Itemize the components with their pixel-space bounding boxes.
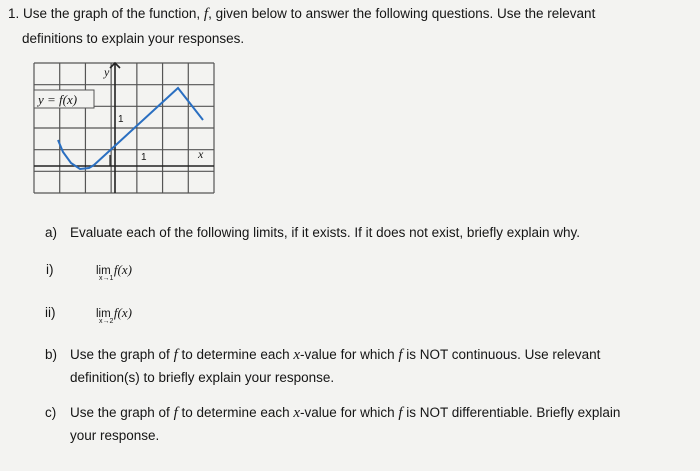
part-a-i-label: i) <box>46 262 54 277</box>
part-b-label: b) <box>45 347 58 362</box>
question-text-part: Use the graph of the function, <box>23 6 201 21</box>
part-b-line-2: definition(s) to briefly explain your response. <box>70 370 335 385</box>
text-part: -value for which <box>300 405 395 420</box>
curve-left-branch <box>58 140 94 169</box>
limit-function: f(x) <box>113 262 132 277</box>
question-text-part: , given below to answer the following questions. Use the relevant <box>208 6 596 21</box>
x-axis-label: x <box>198 147 204 161</box>
part-c-label: c) <box>45 405 57 420</box>
curve-right-branch <box>94 88 203 165</box>
function-symbol: f <box>173 347 178 363</box>
variable-x: x <box>293 347 301 363</box>
text-part: to determine each <box>181 405 290 420</box>
part-b-line-1 <box>70 347 600 364</box>
part-a-label: a) <box>45 225 58 240</box>
function-label: y = f(x) <box>38 92 78 107</box>
question-number: 1. <box>8 6 20 21</box>
function-symbol: f <box>173 405 178 421</box>
question-line-2: definitions to explain your responses. <box>22 31 245 46</box>
text-part: is NOT continuous. Use relevant <box>406 347 601 362</box>
text-part: is NOT differentiable. Briefly explain <box>406 405 621 420</box>
y-tick-label: 1 <box>118 114 124 125</box>
variable-x: x <box>293 405 301 421</box>
function-symbol: f <box>203 6 209 22</box>
part-c-line-1 <box>70 405 620 422</box>
part-c-line-2: your response. <box>70 428 160 443</box>
lim-operator: lim <box>96 308 111 320</box>
text-part: Use the graph of <box>70 347 170 362</box>
function-symbol: f <box>398 405 403 421</box>
text-part: to determine each <box>181 347 290 362</box>
text-part: -value for which <box>300 347 395 362</box>
limit-function: f(x) <box>113 305 132 320</box>
part-a-ii-label: ii) <box>45 305 56 320</box>
limit-expression-ii <box>96 305 132 325</box>
x-tick-label: 1 <box>141 152 147 163</box>
function-symbol: f <box>398 347 403 363</box>
part-a-text: Evaluate each of the following limits, if it exists. If it does not exist, briefly explain why. <box>70 225 580 240</box>
limit-subscript: x→1 <box>99 275 114 282</box>
text-part: Use the graph of <box>70 405 170 420</box>
limit-subscript: x→2 <box>99 318 114 325</box>
limit-expression-i <box>96 262 132 282</box>
graph-grid <box>34 63 214 193</box>
y-axis-label: y <box>104 65 110 79</box>
lim-operator: lim <box>96 265 111 277</box>
